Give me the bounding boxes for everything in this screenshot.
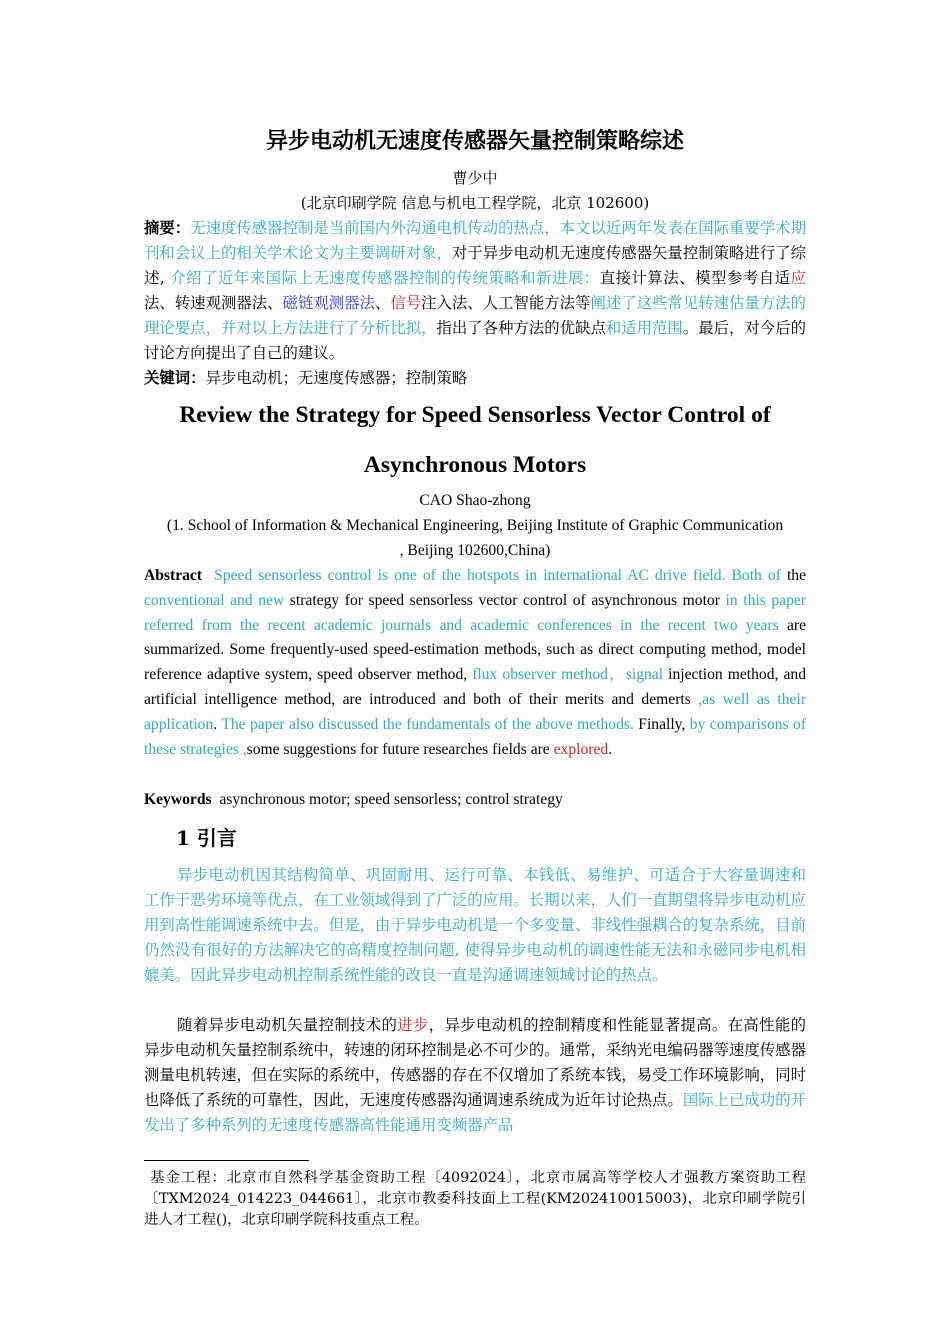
abstract-en-text: by comparisons of these strategies , xyxy=(144,715,807,758)
abstract-en-text: ,as well as their application xyxy=(144,690,806,733)
abstract-en-text: . xyxy=(213,715,222,733)
footnote-divider xyxy=(144,1160,309,1161)
abstract-en-label: Abstract xyxy=(144,567,203,584)
abstract-en-text: the xyxy=(786,567,807,584)
abstract-en-text: some suggestions for future researches fields are xyxy=(246,740,554,758)
abstract-en-text: flux observer method，signal xyxy=(472,666,664,684)
author-en: CAO Shao-zhong xyxy=(419,492,531,509)
intro-paragraph-1: 异步电动机因其结构简单、巩固耐用、运行可靠、本钱低、易维护、可适合于大容量调速和工作于恶劣环境等优点，在工业领域得到了广泛的应用。长期以来，人们一直期望将异步电动机应用到高性能调速系统中去。但是，由于异步电动机是一个多变量、非线性强耦合的复杂系统，目前仍然没有很好的方法解决它的高精度控制问题, 使得异步电动机的调速性能无法和永磁同步电机相媲美。因此异步电动机控制系统性能的改良一直是沟通调速领域讨论的热点。 xyxy=(144,866,806,984)
abstract-en-text: injection method, and artificial intelligence method, are introduced and both of their merits and demerts xyxy=(144,666,806,708)
abstract-cn-text: 磁链观测器法 xyxy=(282,294,375,312)
abstract-en xyxy=(144,564,806,762)
abstract-en-text: strategy for speed sensorless vector control of asynchronous motor xyxy=(284,591,726,609)
abstract-cn-text: 对于异步电动机无速度传感器矢量控制策略进行了综述, xyxy=(144,244,806,287)
intro-paragraph-2-text: ，异步电动机的控制精度和性能显著提高。在高性能的异步电动机矢量控制系统中，转速的闭环控制是必不可少的。通常，采纳光电编码器等速度传感器测量电机转速，但在实际的系统中，传感器的存在不仅增加了系统本钱，易受工作环境影响，同时也降低了系统的可靠性，因此，无速度传感器沟通调速系统成为近年讨论热点。 xyxy=(144,1016,806,1109)
abstract-cn-label: 摘要： xyxy=(144,219,191,237)
paper-title-cn: 异步电动机无速度传感器矢量控制策略综述 xyxy=(265,128,684,154)
abstract-cn-text: 指出了各种方法的优缺点 xyxy=(436,319,606,337)
abstract-cn-text: 应 xyxy=(790,269,806,287)
abstract-cn-text: 介绍了近年来国际上无速度传感器控制的传统策略和新进展： xyxy=(170,269,600,287)
section-heading-intro: 1 引言 xyxy=(176,826,237,850)
abstract-cn xyxy=(144,216,806,366)
abstract-cn-text: 。最后，对今后的讨论方向提出了自己的建议。 xyxy=(144,319,806,362)
intro-paragraph-2-text: 随着异步电动机矢量控制技术的 xyxy=(177,1016,398,1034)
intro-paragraph-2-text: 进步 xyxy=(397,1016,429,1034)
abstract-cn-text: 阐述了这些常见转速估量方法的理论要点，并对以上方法进行了分析比拟， xyxy=(144,294,806,337)
intro-paragraph-2-text: 国际上已成功的开发出了多种系列的无速度传感器高性能通用变频器产品 xyxy=(144,1091,806,1134)
abstract-cn-text: 直接计算法、模型参考自适 xyxy=(599,269,791,287)
keywords-en-label: Keywords xyxy=(144,791,212,808)
author-cn: 曹少中 xyxy=(452,169,498,187)
footnote-funding: 基金工程：北京市自然科学基金资助工程〔4092024〕，北京市属高等学校人才强教方案资助工程〔TXM2024_014223_044661〕，北京市教委科技面上工程(KM202410015003)，北京印刷学院引进人才工程()，北京印刷学院科技重点工程。 xyxy=(144,1170,806,1228)
keywords-en xyxy=(144,788,806,813)
keywords-en-text: asynchronous motor; speed sensorless; control strategy xyxy=(219,791,563,808)
abstract-en-text: Speed sensorless control is one of the hotspots in international AC drive field. Both of xyxy=(214,567,781,584)
affiliation-en-line2: , Beijing 102600,China) xyxy=(399,542,551,559)
intro-paragraph-2 xyxy=(144,1013,806,1138)
abstract-en-text: in this paper referred from the recent academic journals and academic conferences in the recent two years xyxy=(144,591,806,634)
abstract-en-text: . xyxy=(608,740,613,758)
abstract-cn-text: 无速度传感器控制是当前国内外沟通电机传动的热点，本文以近两年发表在国际重要学术期刊和会议上的相关学术论文为主要调研对象， xyxy=(144,219,806,262)
paper-title-en-line1: Review the Strategy for Speed Sensorless Vector Control of xyxy=(179,402,771,428)
abstract-cn-text: 和适用范围 xyxy=(605,319,683,337)
affiliation-cn: (北京印刷学院 信息与机电工程学院，北京 102600) xyxy=(300,194,650,212)
abstract-en-text: The paper also discussed the fundamentals of the above methods. xyxy=(221,715,634,733)
abstract-en-text: conventional and new xyxy=(144,591,285,609)
abstract-en-text: are summarized. Some frequently-used speed-estimation methods, such as direct computing method, model reference adaptive system, speed observer method, xyxy=(144,616,807,684)
abstract-en-text: explored xyxy=(553,740,609,758)
keywords-cn-label: 关键词： xyxy=(144,369,206,387)
affiliation-en-line1: (1. School of Information & Mechanical Engineering, Beijing Institute of Graphic Communication xyxy=(166,517,784,534)
abstract-cn-text: 信号 xyxy=(390,294,422,312)
abstract-cn-text: 法、转速观测器法、 xyxy=(144,294,283,312)
abstract-cn-text: 、 xyxy=(374,294,391,312)
abstract-en-text: Finally, xyxy=(633,715,690,733)
abstract-cn-text: 注入法、人工智能方法等 xyxy=(421,294,591,312)
keywords-cn-text: 异步电动机；无速度传感器；控制策略 xyxy=(205,369,468,387)
paper-title-en-line2: Asynchronous Motors xyxy=(363,452,587,478)
keywords-cn xyxy=(144,366,806,391)
